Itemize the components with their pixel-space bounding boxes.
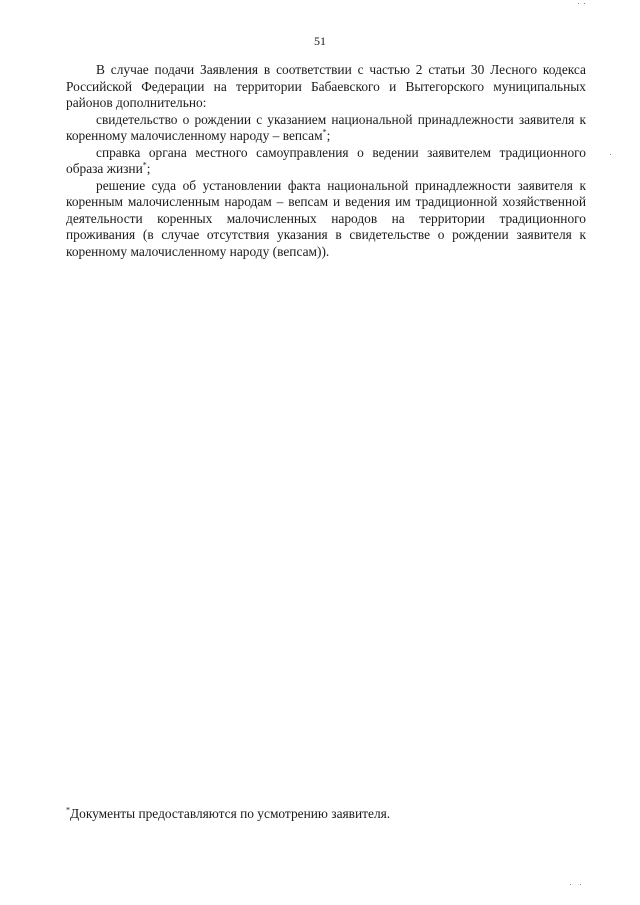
footnote-mark: * [322,127,327,137]
paragraph-text: справка органа местного самоуправления о ведении заявителем традиционного образа жизни [66,144,586,176]
footnote-text: Документы предоставляются по усмотрению заявителя. [70,806,391,821]
footnote-mark: * [142,160,147,170]
paragraph-tail: ; [146,161,151,176]
paragraph-tail: ; [326,128,331,143]
scan-speck [578,3,579,4]
paragraph-intro [66,62,586,112]
paragraph-text: решение суда об установлении факта национальной принадлежности заявителя к коренным малочисленным народам – вепсам и ведения им традиционной хозяйственной деятельности коренных малочисленных народов на территории традиционного проживания (в случае отсутствия указания в свидетельстве о рождении заявителя к коренному малочисленному народу (вепсам)). [66,177,586,259]
scan-speck [570,884,571,885]
page-number: 51 [314,34,326,48]
footnote [66,806,586,822]
paragraph-text: В случае подачи Заявления в соответствии с частью 2 статьи 30 Лесного кодекса Российской Федерации на территории Бабаевского и Вытегорского муниципальных районов дополнительно: [66,62,586,110]
document-body [66,62,586,260]
footnote-mark: * [66,805,70,815]
scan-speck [584,3,585,4]
paragraph-text: свидетельство о рождении с указанием национальной принадлежности заявителя к коренному малочисленному народу – вепсам [66,111,586,143]
paragraph-birth-certificate [66,112,586,145]
scan-speck [580,884,581,885]
paragraph-local-authority-certificate [66,145,586,178]
paragraph-court-decision [66,178,586,261]
scan-speck [610,154,611,155]
